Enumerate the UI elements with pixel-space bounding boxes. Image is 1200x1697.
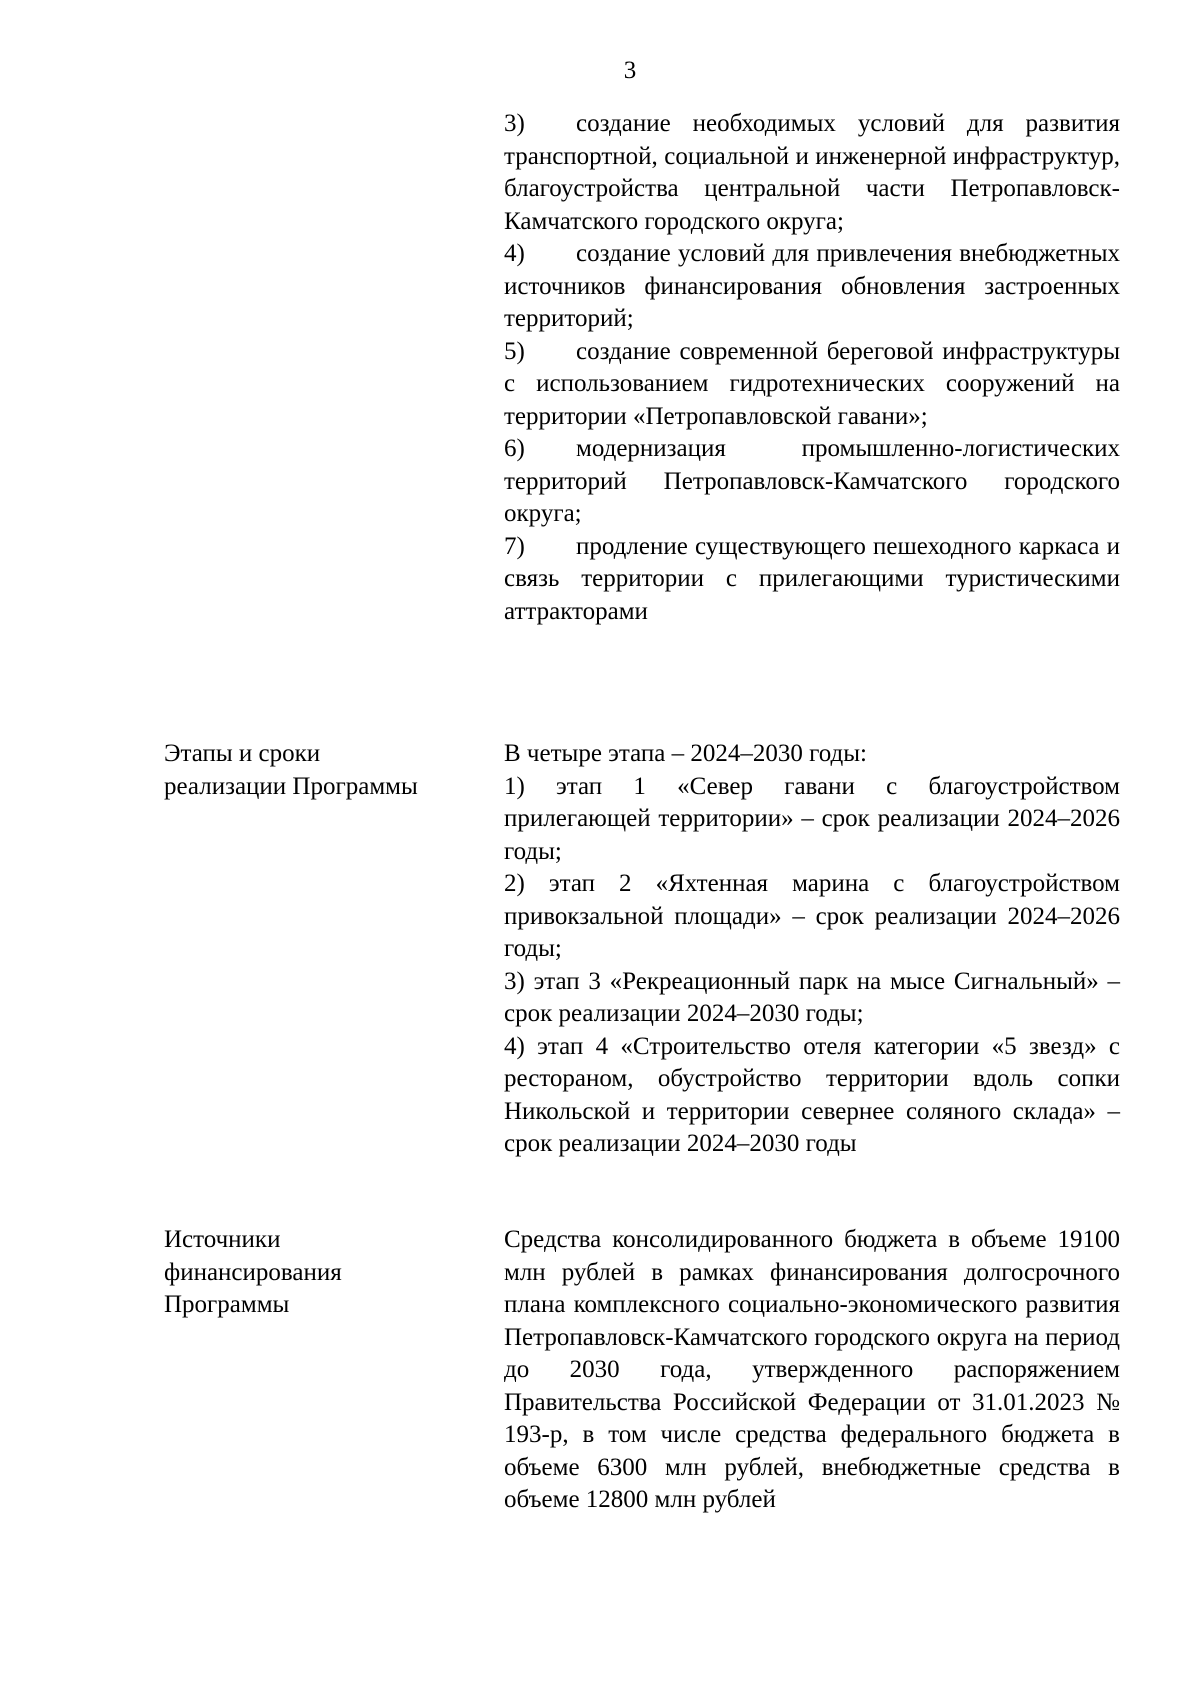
goal-item <box>504 108 1120 238</box>
goal-number: 7) <box>504 532 525 560</box>
funding-label-line: Программы <box>164 1291 290 1318</box>
stage-item: 3) этап 3 «Рекреационный парк на мысе Сигнальный» – срок реализации 2024–2030 годы; <box>504 967 1120 1027</box>
goal-number: 4) <box>504 240 525 267</box>
stage-item: 1) этап 1 «Север гавани с благоустройством прилегающей территории» – срок реализации 2024–2026 годы; <box>504 772 1120 865</box>
stages-label-line: реализации Программы <box>164 772 418 800</box>
funding-content <box>504 1224 1120 1517</box>
stages-label-line: Этапы и сроки <box>164 740 321 767</box>
goal-text: создание современной береговой инфраструктуры с использованием гидротехнических сооружений на территории «Петропавловской гавани»; <box>504 337 1120 430</box>
funding-label <box>164 1224 464 1322</box>
goal-text: продление существующего пешеходного каркаса и связь территории с прилегающими туристическими аттракторами <box>504 532 1120 625</box>
goal-item <box>504 531 1120 629</box>
page-number: 3 <box>623 57 637 84</box>
goal-text: создание условий для привлечения внебюджетных источников финансирования обновления застроенных территорий; <box>504 240 1120 332</box>
funding-label-line: финансирования <box>164 1258 342 1286</box>
funding-text: Средства консолидированного бюджета в объеме 19100 млн рублей в рамках финансирования долгосрочного плана комплексного социально-экономического развития Петропавловск-Камчатского городского округа на период до 2030 года, утвержденного распоряжением Правительства Российской Федерации от 31.01.2023 № 193-р, в том числе средства федерального бюджета в объеме 6300 млн рублей, внебюджетные средства в объеме 12800 млн рублей <box>504 1226 1120 1513</box>
stage-item: 2) этап 2 «Яхтенная марина с благоустройством привокзальной площади» – срок реализации 2024–2026 годы; <box>504 870 1120 962</box>
goals-list <box>504 108 1120 628</box>
goal-item <box>504 336 1120 434</box>
stage-item: 4) этап 4 «Строительство отеля категории «5 звезд» с рестораном, обустройство территории вдоль сопки Никольской и территории севернее соляного склада» – срок реализации 2024–2030 годы <box>504 1032 1120 1157</box>
goal-text: модернизация промышленно-логистических территорий Петропавловск-Камчатского городского округа; <box>504 435 1120 527</box>
goal-text: создание необходимых условий для развития транспортной, социальной и инженерной инфраструктур, благоустройства центральной части Петропавловск-Камчатского городского округа; <box>504 110 1120 235</box>
stages-label <box>164 738 464 803</box>
goal-number: 3) <box>504 110 525 137</box>
goal-number: 6) <box>504 435 525 462</box>
goal-item <box>504 238 1120 336</box>
stages-content <box>504 738 1120 1161</box>
goal-item <box>504 433 1120 531</box>
goal-number: 5) <box>504 337 525 365</box>
stages-intro: В четыре этапа – 2024–2030 годы: <box>504 740 867 767</box>
funding-label-line: Источники <box>164 1226 281 1253</box>
